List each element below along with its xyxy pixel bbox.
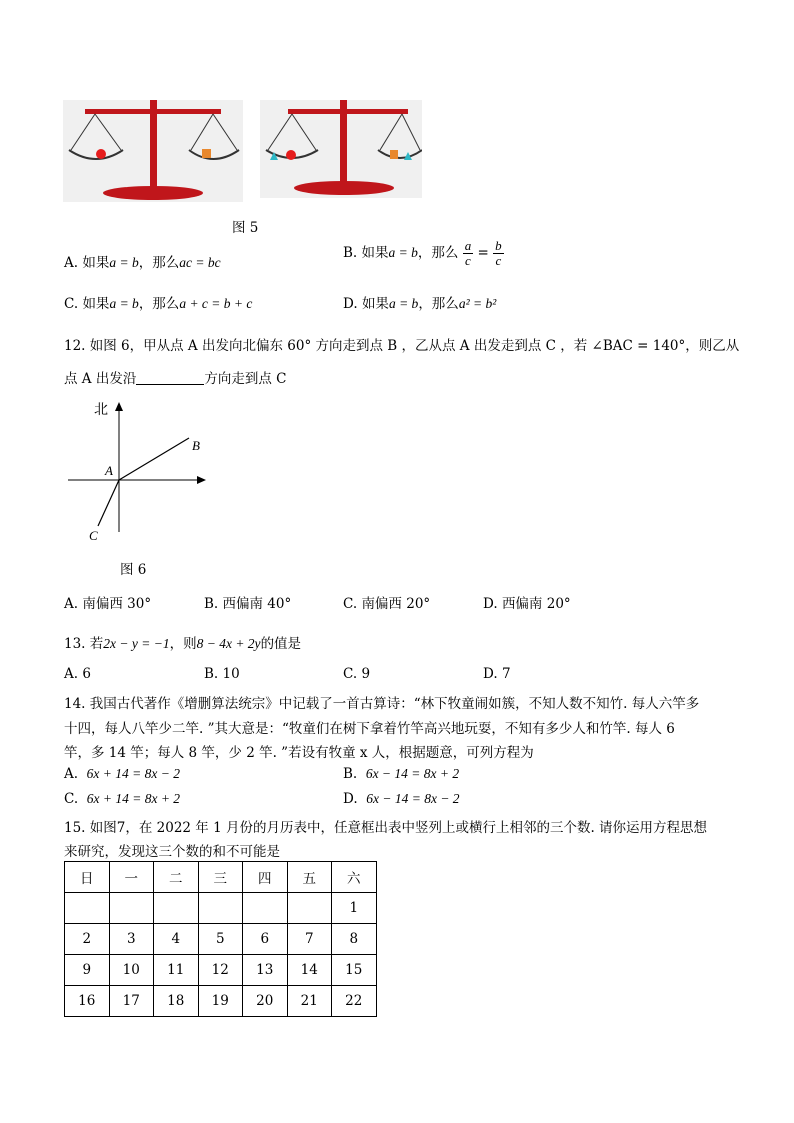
q13-option-c[interactable]: C. 9 [343,666,371,682]
q11-option-d[interactable]: D. 如果a = b，那么a² = b² [343,296,497,312]
q12-stem-line2: 点 A 出发沿 方向走到点 C [64,371,287,387]
calendar-header: 六 [332,862,377,893]
q12-stem-line1: 12. 如图 6，甲从点 A 出发向北偏东 60° 方向走到点 B ，乙从点 A 出发走到点 C ，若 ∠BAC = 140°，则乙从 [64,338,740,354]
calendar-cell [109,893,154,924]
label-point-b: B [192,438,200,453]
calendar-cell: 2 [65,924,110,955]
calendar-cell [287,893,332,924]
q14-option-c[interactable]: C. 6x + 14 = 8x + 2 [64,791,181,807]
calendar-cell: 4 [154,924,199,955]
q14-option-b[interactable]: B. 6x − 14 = 8x + 2 [343,766,460,782]
q12-option-a[interactable]: A. 南偏西 30° [64,596,152,612]
calendar-cell: 13 [243,955,288,986]
q14-stem-line1: 14. 我国古代著作《增删算法统宗》中记载了一首古算诗：“林下牧童闹如簇，不知人数不知竹. 每人六竿多 [64,696,700,712]
calendar-cell: 17 [109,986,154,1017]
q12-option-b[interactable]: B. 西偏南 40° [204,596,292,612]
fraction-a-over-c: $\frac{a}{c}$ [464,238,472,268]
calendar-cell: 12 [198,955,243,986]
calendar-cell: 11 [154,955,199,986]
calendar-cell: 21 [287,986,332,1017]
calendar-row [65,924,377,955]
calendar-cell: 5 [198,924,243,955]
calendar-table [64,861,377,1017]
calendar-row [65,955,377,986]
answer-blank[interactable] [136,370,204,385]
calendar-header: 三 [198,862,243,893]
q11-option-a[interactable]: A. 如果a = b，那么ac = bc [64,255,221,271]
q15-stem-line1: 15. 如图7，在 2022 年 1 月份的月历表中，任意框出表中竖列上或横行上相邻的三个数. 请你运用方程思想 [64,820,708,836]
figure6-caption: 图 6 [120,562,147,578]
q14-stem-line2: 十四，每人八竿少二竿. ”其大意是：“牧童们在树下拿着竹竿高兴地玩耍，不知有多少人和竹竿. 每人 6 [64,721,675,737]
calendar-header: 日 [65,862,110,893]
q13-stem: 13. 若2x − y = −1，则8 − 4x + 2y的值是 [64,636,302,652]
q13-option-d[interactable]: D. 7 [483,666,511,682]
q14-stem-line3: 竿，多 14 竿；每人 8 竿，少 2 竿. ”若设有牧童 x 人，根据题意，可列方程为 [64,745,534,761]
calendar-cell: 8 [332,924,377,955]
calendar-cell: 3 [109,924,154,955]
calendar-cell: 20 [243,986,288,1017]
calendar-cell [243,893,288,924]
calendar-cell: 14 [287,955,332,986]
calendar-cell: 9 [65,955,110,986]
q13-option-a[interactable]: A. 6 [64,666,91,682]
figure5-caption: 图 5 [232,220,259,236]
calendar-cell [65,893,110,924]
calendar-cell: 7 [287,924,332,955]
figure6-direction-diagram [64,398,214,548]
calendar-cell: 19 [198,986,243,1017]
q15-stem-line2: 来研究，发现这三个数的和不可能是 [64,844,280,860]
q12-option-d[interactable]: D. 西偏南 20° [483,596,571,612]
calendar-row [65,893,377,924]
calendar-cell: 16 [65,986,110,1017]
q13-option-b[interactable]: B. 10 [204,666,240,682]
calendar-header: 四 [243,862,288,893]
calendar-header: 五 [287,862,332,893]
label-point-c: C [89,528,98,543]
fraction-b-over-c: $\frac{b}{c}$ [495,238,502,268]
calendar-cell: 1 [332,893,377,924]
q11-option-c[interactable]: C. 如果a = b，那么a + c = b + c [64,296,253,312]
calendar-cell: 18 [154,986,199,1017]
q12-option-c[interactable]: C. 南偏西 20° [343,596,431,612]
calendar-cell: 6 [243,924,288,955]
calendar-header-row [65,862,377,893]
calendar-header: 二 [154,862,199,893]
balance-scale-left-image [63,100,243,202]
label-north: 北 [94,402,108,418]
calendar-cell: 22 [332,986,377,1017]
calendar-cell [198,893,243,924]
north-arrow-icon [115,402,123,411]
q14-option-a[interactable]: A. 6x + 14 = 8x − 2 [64,766,180,782]
balance-scale-right-image [260,100,422,198]
calendar-header: 一 [109,862,154,893]
calendar-cell [154,893,199,924]
calendar-row [65,986,377,1017]
q11-option-b[interactable]: B. 如果a = b，那么 $\frac{a}{c}$ = $\frac{b}{c}$ [343,238,502,268]
calendar-cell: 10 [109,955,154,986]
east-arrow-icon [197,476,206,484]
calendar-cell: 15 [332,955,377,986]
label-point-a: A [105,463,113,478]
q14-option-d[interactable]: D. 6x − 14 = 8x − 2 [343,791,460,807]
